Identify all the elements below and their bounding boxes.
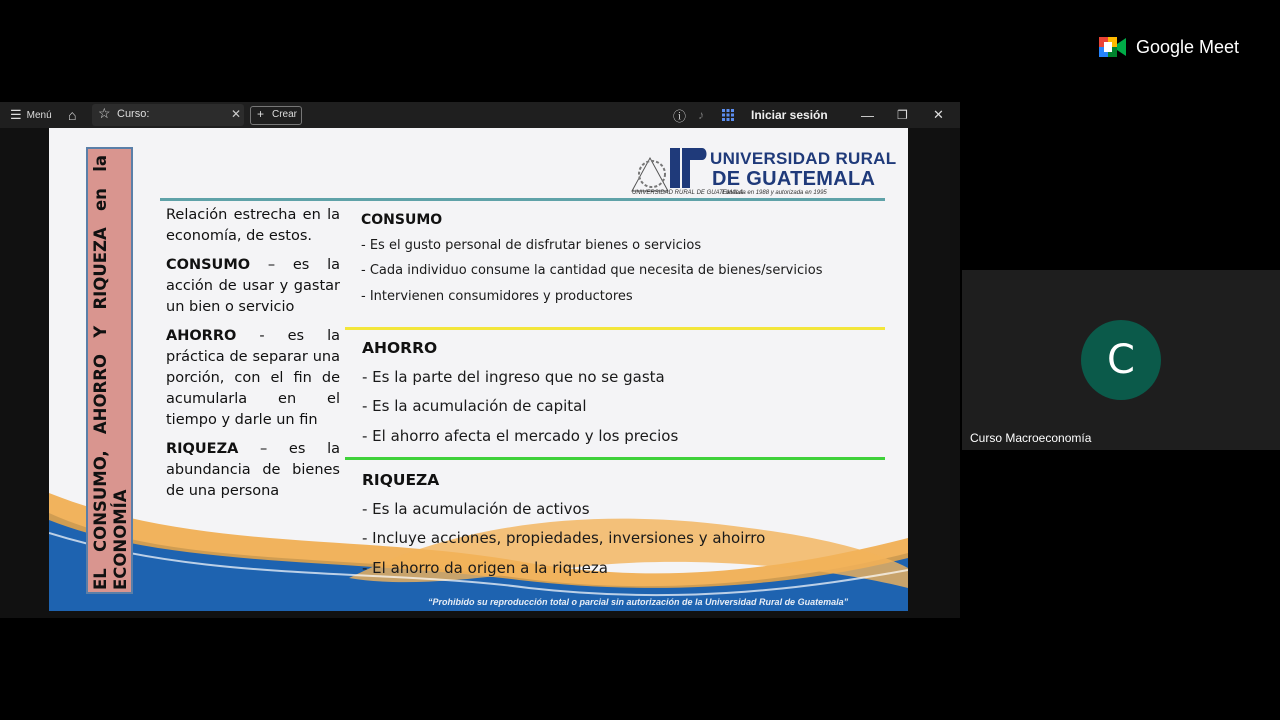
definition-consumo: CONSUMO – es la acción de usar y gastar un bien o servicio — [166, 257, 340, 315]
university-name-line1: UNIVERSIDAD RURAL — [710, 149, 897, 168]
ahorro-bullet: - Es la parte del ingreso que no se gasta — [362, 368, 665, 386]
menu-label: Menú — [26, 109, 52, 121]
close-tab-icon[interactable]: ✕ — [231, 107, 242, 121]
meet-brand-text: Google Meet — [1136, 36, 1240, 57]
browser-tab[interactable] — [92, 104, 244, 126]
google-meet-logo — [1098, 32, 1258, 62]
create-button[interactable] — [250, 106, 302, 125]
intro-text: Relación estrecha en la economía, de estos. — [166, 207, 340, 244]
university-name-line2: DE GUATEMALA — [712, 168, 876, 190]
ahorro-bullet: - El ahorro afecta el mercado y los precios — [362, 427, 679, 445]
help-icon[interactable]: ⓘ — [673, 108, 687, 124]
logo-caption: UNIVERSIDAD RURAL DE GUATEMALA — [632, 190, 744, 196]
riqueza-bullet: - Incluye acciones, propiedades, inversiones y ahoirro — [362, 529, 766, 547]
apps-icon[interactable] — [722, 102, 734, 128]
university-logo-icon — [630, 146, 710, 196]
close-window-icon[interactable]: ✕ — [933, 107, 944, 122]
restore-icon[interactable]: ❐ — [897, 108, 908, 122]
meet-camera-icon — [1098, 36, 1128, 58]
section-riqueza-title: RIQUEZA — [362, 471, 440, 489]
header-divider — [160, 198, 885, 201]
participant-name: Curso Macroeconomía — [970, 431, 1092, 445]
section-consumo-title: CONSUMO — [361, 212, 443, 228]
create-label: Crear — [272, 109, 298, 120]
plus-icon: + — [257, 107, 265, 121]
bell-icon[interactable]: ♪ — [698, 108, 704, 122]
ahorro-divider — [345, 457, 885, 460]
university-founded: Fundada en 1988 y autorizada en 1995 — [722, 190, 827, 196]
riqueza-bullet: - Es la acumulación de activos — [362, 500, 590, 518]
definitions-column — [166, 205, 340, 510]
consumo-bullet: - Intervienen consumidores y productores — [361, 289, 633, 304]
hamburger-icon: ☰ — [10, 107, 22, 122]
participant-avatar: C — [1081, 320, 1161, 400]
slide-footer-note: “Prohibido su reproducción total o parcial sin autorización de la Universidad Rural de Guatemala” — [428, 597, 849, 607]
signin-link[interactable]: Iniciar sesión — [751, 108, 828, 122]
riqueza-bullet: - El ahorro da origen a la riqueza — [362, 559, 608, 577]
home-icon[interactable]: ⌂ — [68, 107, 77, 123]
consumo-bullet: - Es el gusto personal de disfrutar bienes o servicios — [361, 238, 702, 253]
tab-title: Curso: — [117, 108, 150, 120]
definition-ahorro: AHORRO - es la práctica de separar una porción, con el fin de acumularla en el tiempo y darle un fin — [166, 328, 340, 428]
ahorro-bullet: - Es la acumulación de capital — [362, 397, 587, 415]
slide-side-title: EL CONSUMO, AHORRO Y RIQUEZA en la ECONOMÍA — [91, 155, 130, 590]
star-icon[interactable]: ☆ — [98, 105, 111, 121]
consumo-bullet: - Cada individuo consume la cantidad que necesita de bienes/servicios — [361, 263, 823, 278]
slide-side-title-box — [86, 147, 133, 594]
definition-riqueza: RIQUEZA – es la abundancia de bienes de una persona — [166, 441, 340, 499]
menu-button[interactable] — [10, 102, 52, 128]
section-ahorro-title: AHORRO — [362, 339, 438, 357]
minimize-icon[interactable]: — — [861, 107, 874, 123]
consumo-divider — [345, 327, 885, 330]
